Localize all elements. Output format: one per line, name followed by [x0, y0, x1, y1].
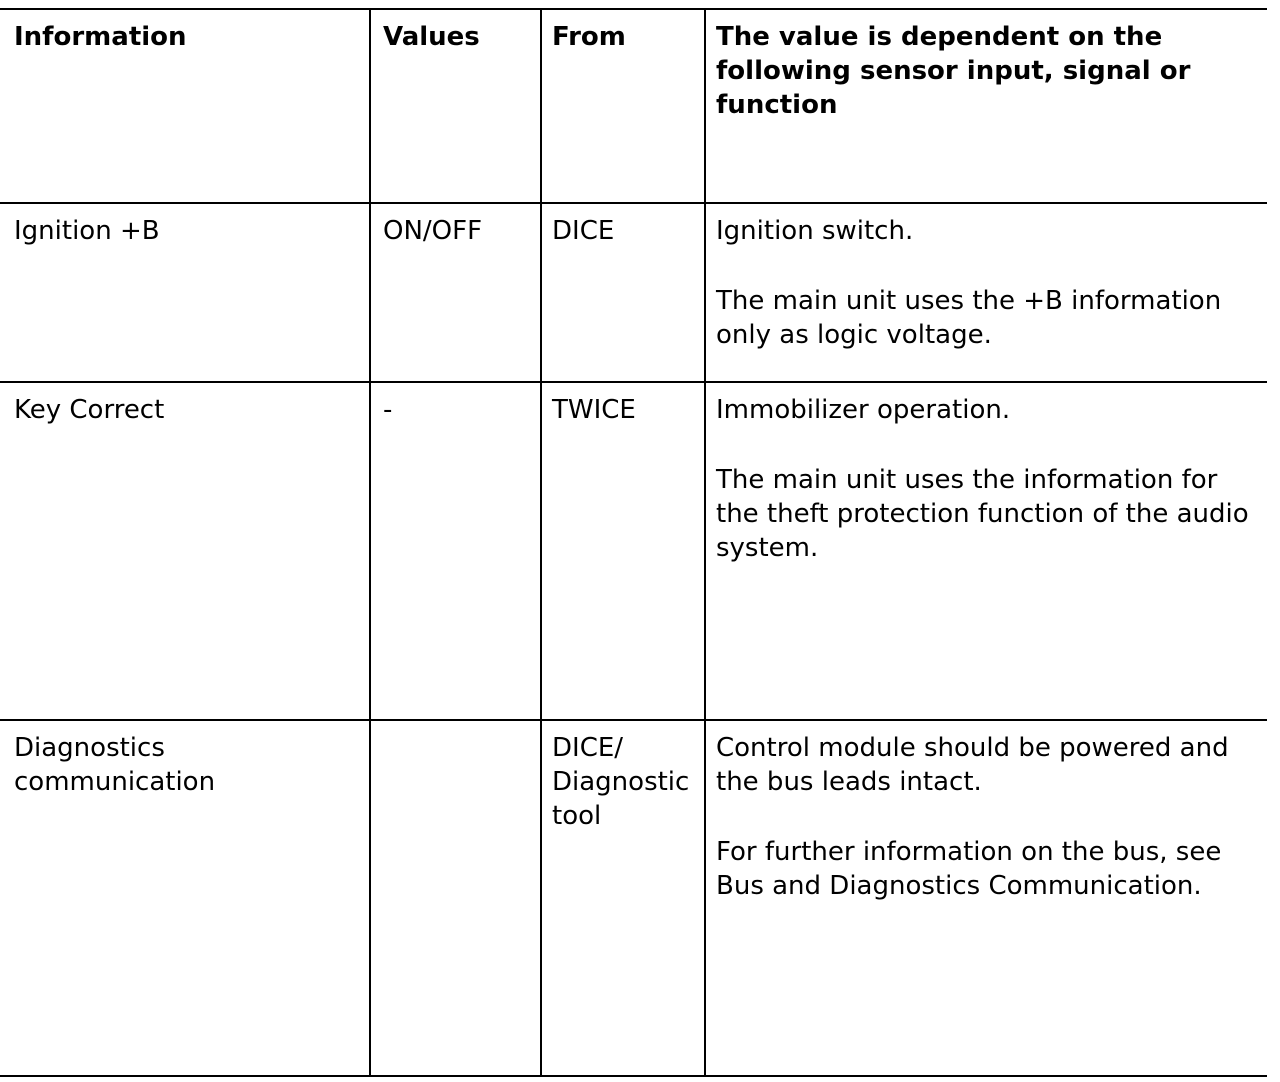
cell-dependency: [705, 382, 1267, 720]
cell-dependency: [705, 203, 1267, 382]
header-information: Information: [0, 9, 370, 203]
table-row: [0, 203, 1267, 382]
dependency-paragraph: Ignition switch.: [716, 216, 914, 246]
dependency-paragraph: The main unit uses the information for the theft protection function of the audio system.: [716, 465, 1249, 563]
table-row: [0, 720, 1267, 1076]
cell-values: [370, 720, 541, 1076]
cell-values: ON/OFF: [370, 203, 541, 382]
dependency-paragraph: The main unit uses the +B information only as logic voltage.: [716, 286, 1222, 350]
header-from: From: [541, 9, 705, 203]
header-dependency: The value is dependent on the following sensor input, signal or function: [705, 9, 1267, 203]
dependency-paragraph: For further information on the bus, see Bus and Diagnostics Communication.: [716, 837, 1222, 901]
signal-info-table: [0, 8, 1267, 1077]
header-values: Values: [370, 9, 541, 203]
dependency-paragraph: Control module should be powered and the bus leads intact.: [716, 733, 1229, 797]
cell-information: Ignition +B: [0, 203, 370, 382]
dependency-paragraph: Immobilizer operation.: [716, 395, 1011, 425]
cell-from: DICE/ Diagnostic tool: [541, 720, 705, 1076]
cell-from: TWICE: [541, 382, 705, 720]
cell-information: Diagnostics communication: [0, 720, 370, 1076]
cell-values: -: [370, 382, 541, 720]
cell-information: Key Correct: [0, 382, 370, 720]
table-row: [0, 382, 1267, 720]
cell-dependency: [705, 720, 1267, 1076]
cell-from: DICE: [541, 203, 705, 382]
table-header-row: [0, 9, 1267, 203]
